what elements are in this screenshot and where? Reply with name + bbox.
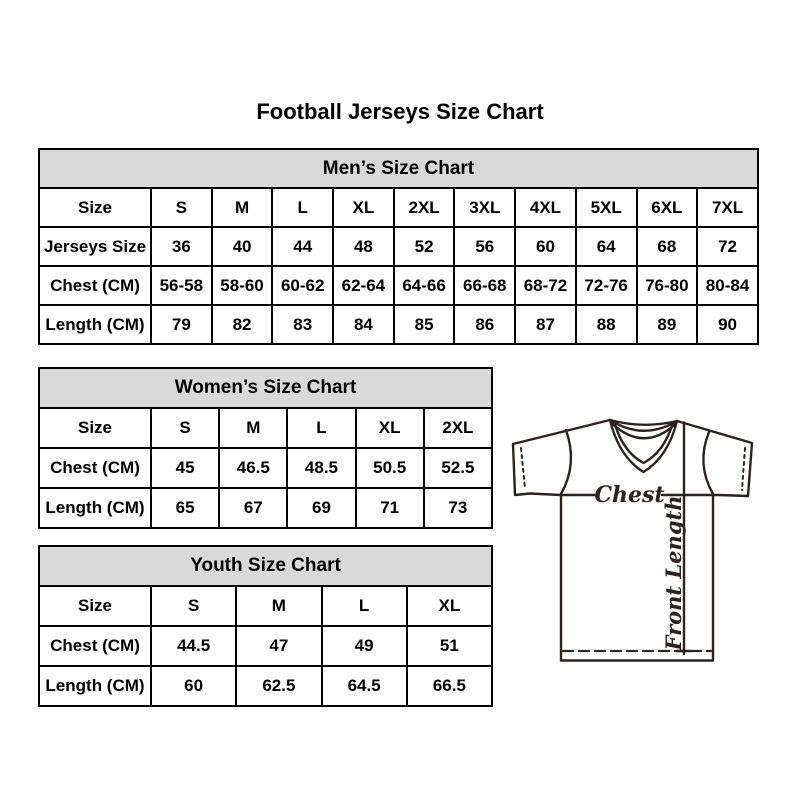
size-value-cell: 82 [212,305,273,344]
row-label: Jerseys Size [39,227,151,266]
mens-size-table [38,148,759,345]
size-column-header: M [212,188,273,227]
size-value-cell: 65 [151,488,219,528]
size-column-header: L [322,586,407,626]
size-value-cell: 90 [697,305,758,344]
size-value-cell: 62-64 [333,266,394,305]
size-value-cell: 48.5 [287,448,355,488]
size-value-cell: 64.5 [322,666,407,706]
row-label: Chest (CM) [39,266,151,305]
table-title: Women’s Size Chart [39,368,492,408]
size-value-cell: 56 [454,227,515,266]
size-value-cell: 68-72 [515,266,576,305]
size-value-cell: 73 [424,488,492,528]
size-column-header: 6XL [637,188,698,227]
size-value-cell: 47 [236,626,321,666]
size-value-cell: 62.5 [236,666,321,706]
row-label: Chest (CM) [39,448,151,488]
table-row [39,488,492,528]
jersey-left-armhole-seam [561,430,571,494]
size-value-cell: 83 [272,305,333,344]
size-value-cell: 64-66 [394,266,455,305]
table-header-row [39,586,492,626]
jersey-collar-back-arc-1 [610,420,677,425]
size-column-header: 3XL [454,188,515,227]
size-value-cell: 84 [333,305,394,344]
size-value-cell: 60 [151,666,236,706]
size-value-cell: 72 [697,227,758,266]
row-label-header: Size [39,586,151,626]
front-length-label: Front Length [661,495,686,651]
size-value-cell: 66.5 [407,666,492,706]
jersey-collar-inner-v [615,423,673,463]
size-value-cell: 36 [151,227,212,266]
table-header-row [39,408,492,448]
jersey-body-outline [561,495,713,661]
size-value-cell: 60-62 [272,266,333,305]
table-row [39,666,492,706]
size-value-cell: 85 [394,305,455,344]
table-title-row [39,546,492,586]
size-value-cell: 46.5 [219,448,287,488]
size-value-cell: 58-60 [212,266,273,305]
table-row [39,626,492,666]
youth-size-table [38,545,493,707]
jersey-right-sleeve-outline [677,421,752,496]
size-column-header: XL [356,408,424,448]
row-label: Length (CM) [39,305,151,344]
size-value-cell: 79 [151,305,212,344]
size-column-header: S [151,188,212,227]
jersey-measurement-diagram [500,410,772,672]
table-row [39,266,758,305]
row-label-header: Size [39,188,151,227]
jersey-collar-outer-v [610,420,677,472]
size-value-cell: 67 [219,488,287,528]
size-column-header: S [151,586,236,626]
size-column-header: L [272,188,333,227]
size-column-header: M [236,586,321,626]
size-value-cell: 52.5 [424,448,492,488]
size-value-cell: 76-80 [637,266,698,305]
page-title: Football Jerseys Size Chart [256,99,544,124]
size-column-header: 2XL [394,188,455,227]
size-value-cell: 40 [212,227,273,266]
row-label: Length (CM) [39,488,151,528]
size-value-cell: 44.5 [151,626,236,666]
jersey-right-armhole-seam [703,432,713,494]
size-value-cell: 87 [515,305,576,344]
row-label: Length (CM) [39,666,151,706]
size-column-header: 5XL [576,188,637,227]
size-value-cell: 88 [576,305,637,344]
size-column-header: L [287,408,355,448]
table-row [39,448,492,488]
size-value-cell: 69 [287,488,355,528]
size-value-cell: 51 [407,626,492,666]
size-column-header: XL [407,586,492,626]
size-column-header: 2XL [424,408,492,448]
size-column-header: S [151,408,219,448]
size-value-cell: 44 [272,227,333,266]
size-value-cell: 52 [394,227,455,266]
size-value-cell: 89 [637,305,698,344]
table-title-row [39,149,758,188]
table-title-row [39,368,492,408]
size-column-header: 4XL [515,188,576,227]
table-header-row [39,188,758,227]
size-value-cell: 48 [333,227,394,266]
table-row [39,227,758,266]
jersey-right-cuff-stitch [742,448,745,490]
size-value-cell: 66-68 [454,266,515,305]
size-column-header: M [219,408,287,448]
jersey-left-cuff-stitch [521,448,525,489]
size-value-cell: 86 [454,305,515,344]
row-label: Chest (CM) [39,626,151,666]
size-value-cell: 80-84 [697,266,758,305]
size-value-cell: 64 [576,227,637,266]
size-value-cell: 60 [515,227,576,266]
size-value-cell: 56-58 [151,266,212,305]
size-column-header: 7XL [697,188,758,227]
size-value-cell: 45 [151,448,219,488]
size-value-cell: 72-76 [576,266,637,305]
row-label-header: Size [39,408,151,448]
size-value-cell: 68 [637,227,698,266]
table-title: Men’s Size Chart [39,149,758,188]
size-column-header: XL [333,188,394,227]
size-value-cell: 50.5 [356,448,424,488]
size-value-cell: 71 [356,488,424,528]
size-value-cell: 49 [322,626,407,666]
table-title: Youth Size Chart [39,546,492,586]
chest-label: Chest [594,482,665,508]
table-row [39,305,758,344]
womens-size-table [38,367,493,529]
